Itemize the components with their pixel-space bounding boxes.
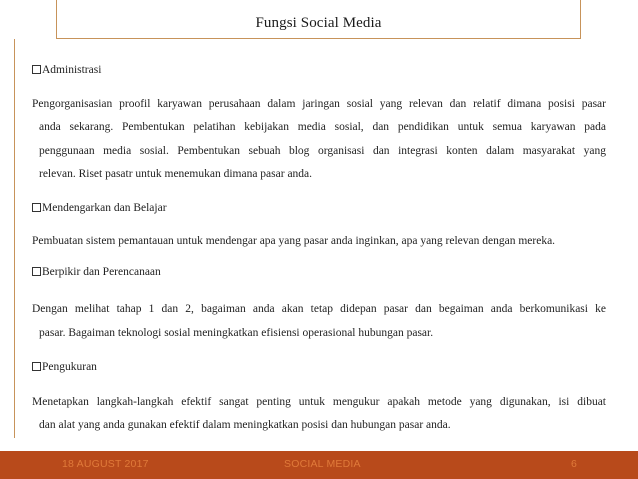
section-heading-label: Pengukuran (42, 361, 97, 373)
checkbox-bullet-icon (32, 65, 41, 74)
section-heading-berpikir (32, 266, 161, 278)
paragraph-line: pasar. Bagaiman teknologi sosial meningkatkan efisiensi operasional hubungan pasar. (39, 327, 434, 339)
footer-page-number: 6 (571, 458, 578, 470)
paragraph-line: Pembuatan sistem pemantauan untuk mendengar apa yang pasar anda inginkan, apa yang relevan dengan mereka. (32, 235, 556, 247)
section-heading-mendengarkan (32, 202, 167, 214)
section-heading-label: Mendengarkan dan Belajar (42, 202, 167, 214)
footer-title: SOCIAL MEDIA (284, 458, 361, 470)
left-accent-rule (14, 39, 15, 438)
paragraph-line: Menetapkan langkah-langkah efektif sangat penting untuk mengukur apakah metode yang digunakan, isi dibuat (32, 396, 606, 408)
paragraph-line: anda sekarang. Pembentukan pelatihan kebijakan media sosial, dan pendidikan untuk semua karyawan pada (39, 121, 606, 133)
paragraph-line: Pengorganisasian proofil karyawan perusahaan dalam jaringan sosial yang relevan dan relatif dimana posisi pasar (32, 98, 606, 110)
checkbox-bullet-icon (32, 362, 41, 371)
checkbox-bullet-icon (32, 203, 41, 212)
checkbox-bullet-icon (32, 267, 41, 276)
paragraph-line: dan alat yang anda gunakan efektif dalam meningkatkan posisi dan hubungan pasar anda. (39, 419, 451, 431)
slide-title: Fungsi Social Media (255, 15, 382, 31)
paragraph-line: relevan. Riset pasatr untuk menemukan dimana pasar anda. (39, 168, 313, 180)
footer-bar (0, 451, 638, 479)
title-box (56, 0, 581, 39)
section-heading-administrasi (32, 64, 101, 76)
section-heading-label: Administrasi (42, 64, 102, 76)
section-heading-label: Berpikir dan Perencanaan (42, 266, 161, 278)
section-heading-pengukuran (32, 361, 97, 373)
paragraph-line: penggunaan media sosial. Pembentukan sebuah blog organisasi dan integrasi konten dalam masyarakat yang (39, 145, 606, 157)
paragraph-line: Dengan melihat tahap 1 dan 2, bagaiman anda akan tetap didepan pasar dan begaiman anda berkomunikasi ke (32, 303, 606, 315)
footer-date: 18 AUGUST 2017 (62, 458, 149, 470)
